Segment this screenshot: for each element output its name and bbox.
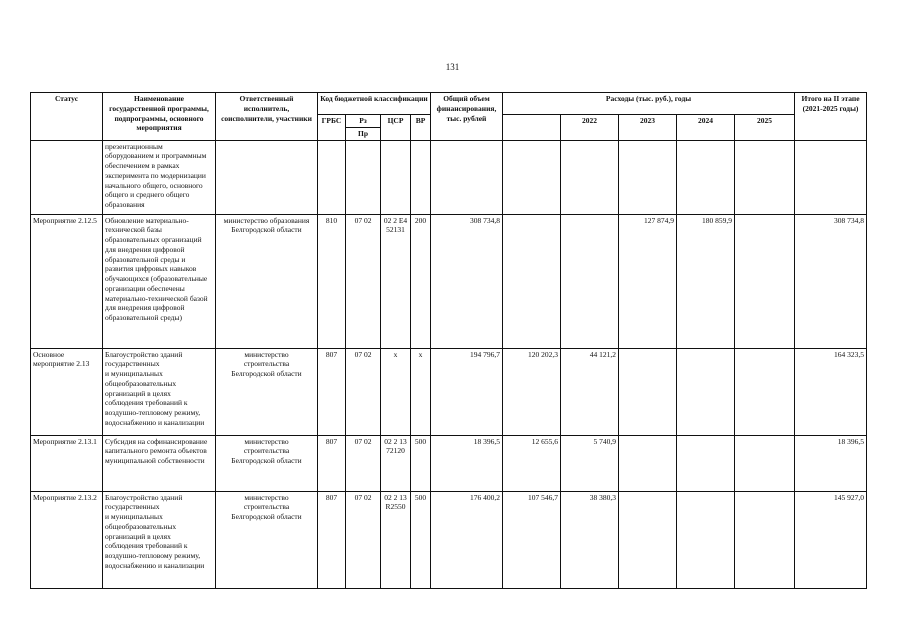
csr-cell: 02 2 13 R2550: [381, 491, 411, 588]
header-pr: Пр: [346, 127, 381, 140]
executor-cell: министерство строительства Белгородской области: [216, 435, 318, 491]
stage-total-cell: 18 396,5: [795, 435, 867, 491]
year-2024-cell: [677, 140, 735, 214]
year-2021-cell: [503, 140, 561, 214]
year-2021-cell: 12 655,6: [503, 435, 561, 491]
year-2022-cell: [561, 214, 619, 348]
status-cell: Основное мероприятие 2.13: [31, 348, 103, 435]
grbs-cell: 807: [318, 348, 346, 435]
grbs-cell: 807: [318, 435, 346, 491]
table-header: [31, 93, 867, 141]
name-cell: презентационным оборудованием и программным обеспечением в рамках эксперимента по модернизации начального общего, основного общего и среднего общего образования: [103, 140, 216, 214]
name-cell: Субсидия на софинансирование капитального ремонта объектов муниципальной собственности: [103, 435, 216, 491]
header-2023: 2023: [619, 115, 677, 141]
header-2025: 2025: [735, 115, 795, 141]
executor-cell: [216, 140, 318, 214]
header-stage-total: Итого на II этапе (2021-2025 годы): [795, 93, 867, 141]
status-cell: Мероприятие 2.13.2: [31, 491, 103, 588]
header-2024: 2024: [677, 115, 735, 141]
year-2024-cell: [677, 435, 735, 491]
table-body: [31, 140, 867, 588]
rzpr-cell: 07 02: [346, 348, 381, 435]
vr-cell: 200: [411, 214, 431, 348]
total-cell: 18 396,5: [431, 435, 503, 491]
year-2025-cell: [735, 435, 795, 491]
year-2023-cell: 127 874,9: [619, 214, 677, 348]
rzpr-cell: 07 02: [346, 214, 381, 348]
year-2023-cell: [619, 348, 677, 435]
vr-cell: х: [411, 348, 431, 435]
csr-cell: 02 2 E4 52131: [381, 214, 411, 348]
page-number: 131: [445, 62, 460, 72]
grbs-cell: [318, 140, 346, 214]
year-2024-cell: [677, 348, 735, 435]
header-name: Наименование государственной программы, подпрограммы, основного мероприятия: [103, 93, 216, 141]
year-2021-cell: 107 546,7: [503, 491, 561, 588]
year-2024-cell: 180 859,9: [677, 214, 735, 348]
year-2021-cell: [503, 214, 561, 348]
header-2022: 2022: [561, 115, 619, 141]
header-executor: Ответственный исполнитель, соисполнители, участники: [216, 93, 318, 141]
year-2024-cell: [677, 491, 735, 588]
stage-total-cell: 308 734,8: [795, 214, 867, 348]
table-row: [31, 348, 867, 435]
rzpr-cell: [346, 140, 381, 214]
stage-total-cell: [795, 140, 867, 214]
budget-table: [30, 92, 867, 589]
year-2025-cell: [735, 140, 795, 214]
vr-cell: 500: [411, 491, 431, 588]
year-2022-cell: 38 380,3: [561, 491, 619, 588]
year-2023-cell: [619, 140, 677, 214]
table-row: [31, 214, 867, 348]
total-cell: 176 400,2: [431, 491, 503, 588]
executor-cell: министерство строительства Белгородской области: [216, 348, 318, 435]
header-budget-code: Код бюджетной классификации: [318, 93, 431, 115]
stage-total-cell: 145 927,0: [795, 491, 867, 588]
executor-cell: министерство строительства Белгородской области: [216, 491, 318, 588]
rzpr-cell: 07 02: [346, 491, 381, 588]
total-cell: [431, 140, 503, 214]
grbs-cell: 810: [318, 214, 346, 348]
table-row: [31, 491, 867, 588]
year-2025-cell: [735, 491, 795, 588]
header-total: Общий объем финансирования, тыс. рублей: [431, 93, 503, 141]
executor-cell: министерство образования Белгородской области: [216, 214, 318, 348]
rzpr-cell: 07 02: [346, 435, 381, 491]
year-2023-cell: [619, 491, 677, 588]
total-cell: 194 796,7: [431, 348, 503, 435]
stage-total-cell: 164 323,5: [795, 348, 867, 435]
header-rz: Рз: [346, 115, 381, 128]
csr-cell: [381, 140, 411, 214]
table-row: [31, 140, 867, 214]
year-2025-cell: [735, 214, 795, 348]
status-cell: Мероприятие 2.13.1: [31, 435, 103, 491]
header-status: Статус: [31, 93, 103, 141]
name-cell: Обновление материально- технической базы образовательных организаций для внедрения цифровой образовательной среды и развития цифровых навыков обучающихся (образовательные организации обеспечены материально-технической базой для внедрения цифровой образовательной среды): [103, 214, 216, 348]
year-2025-cell: [735, 348, 795, 435]
table-row: [31, 435, 867, 491]
status-cell: [31, 140, 103, 214]
name-cell: Благоустройство зданий государственных и муниципальных общеобразовательных организаций в целях соблюдения требований к воздушно-тепловому режиму, водоснабжению и канализации: [103, 491, 216, 588]
header-2021: [503, 115, 561, 141]
vr-cell: 500: [411, 435, 431, 491]
year-2022-cell: 5 740,9: [561, 435, 619, 491]
year-2022-cell: 44 121,2: [561, 348, 619, 435]
year-2023-cell: [619, 435, 677, 491]
status-cell: Мероприятие 2.12.5: [31, 214, 103, 348]
total-cell: 308 734,8: [431, 214, 503, 348]
year-2022-cell: [561, 140, 619, 214]
grbs-cell: 807: [318, 491, 346, 588]
header-expenses: Расходы (тыс. руб.), годы: [503, 93, 795, 115]
csr-cell: 02 2 13 72120: [381, 435, 411, 491]
name-cell: Благоустройство зданий государственных и муниципальных общеобразовательных организаций в целях соблюдения требований к воздушно-тепловому режиму, водоснабжению и канализации: [103, 348, 216, 435]
header-grbs: ГРБС: [318, 115, 346, 141]
year-2021-cell: 120 202,3: [503, 348, 561, 435]
header-csr: ЦСР: [381, 115, 411, 141]
vr-cell: [411, 140, 431, 214]
header-vr: ВР: [411, 115, 431, 141]
csr-cell: х: [381, 348, 411, 435]
